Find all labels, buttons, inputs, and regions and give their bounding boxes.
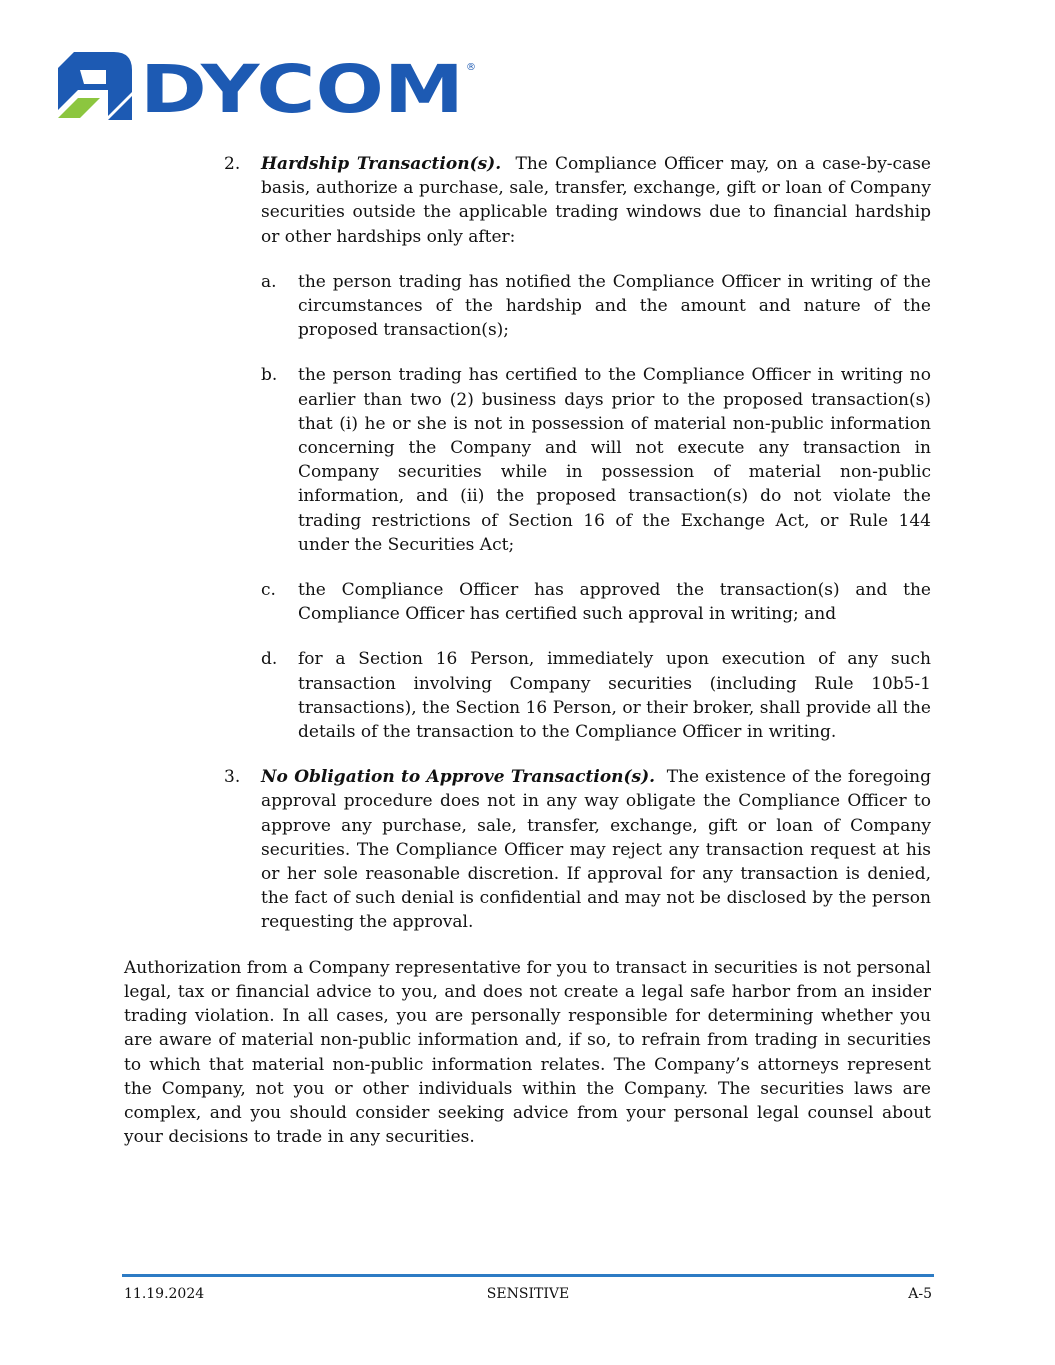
- sub-item-letter: d.: [261, 649, 278, 670]
- sub-item-text: the person trading has certified to the Compliance Officer in writing no earlier than two (2) business days prior to the proposed transaction(s) that (i) he or she is not in possession of material non-public information concerning the Company and will not execute any transaction in Company securities while in possession of material non-public information, and (ii) the proposed transaction(s) do not violate the trading restrictions of Section 16 of the Exchange Act, or Rule 144 under the Securities Act;: [298, 365, 931, 555]
- sub-item-d: [124, 647, 931, 744]
- sub-item-letter: a.: [261, 271, 277, 292]
- numbered-item-hardship: [124, 152, 931, 249]
- sub-item-b: [124, 363, 931, 557]
- numbered-item-no-obligation: [124, 765, 931, 934]
- sub-item-text: the person trading has notified the Compliance Officer in writing of the circumstances of the hardship and the amount and nature of the proposed transaction(s);: [298, 271, 931, 341]
- sub-item-c: [124, 578, 931, 626]
- item-title: No Obligation to Approve Transaction(s).: [261, 767, 656, 788]
- company-logo: [56, 50, 476, 126]
- logo-registered-mark: ®: [466, 62, 476, 73]
- item-number: 2.: [224, 154, 241, 174]
- closing-paragraph: Authorization from a Company representative for you to transact in securities is not personal legal, tax or financial advice to you, and does not create a legal safe harbor from an insider trading violation. In all cases, you are personally responsible for determining whether you are aware of material non-public information and, if so, to refrain from trading in securities to which that material non-public information relates. The Company’s attorneys represent the Company, not you or other individuals within the Company. The securities laws are complex, and you should consider seeking advice from your personal legal counsel about your decisions to trade in any securities.: [124, 957, 931, 1148]
- footer-classification: SENSITIVE: [486, 1286, 570, 1302]
- footer-date: 11.19.2024: [124, 1286, 205, 1302]
- sub-item-text: the Compliance Officer has approved the transaction(s) and the Compliance Officer has certified such approval in writing; and: [298, 580, 931, 625]
- logo-wordmark: DYCOM: [140, 51, 464, 126]
- page-footer: [124, 1284, 932, 1304]
- sub-item-a: [124, 270, 931, 343]
- item-text: The Compliance Officer may, on a case-by-case basis, authorize a purchase, sale, transfer, exchange, gift or loan of Company securities outside the applicable trading windows due to financial hardship or other hardships only after:: [261, 154, 931, 247]
- footer-rule: [122, 1274, 934, 1277]
- item-number: 3.: [224, 767, 241, 788]
- item-title: Hardship Transaction(s).: [261, 154, 502, 174]
- sub-item-letter: b.: [261, 365, 278, 386]
- document-body: [124, 152, 931, 1149]
- item-text: The existence of the foregoing approval procedure does not in any way obligate the Compliance Officer to approve any purchase, sale, transfer, exchange, gift or loan of Company securities. The Compliance Officer may reject any transaction request at his or her sole reasonable discretion. If approval for any transaction is denied, the fact of such denial is confidential and may not be disclosed by the person requesting the approval.: [261, 767, 931, 933]
- sub-item-letter: c.: [261, 580, 276, 601]
- sub-item-text: for a Section 16 Person, immediately upon execution of any such transaction involving Company securities (including Rule 10b5-1 transactions), the Section 16 Person, or their broker, shall provide all the details of the transaction to the Compliance Officer in writing.: [298, 649, 931, 743]
- footer-page-number: A-5: [908, 1286, 932, 1302]
